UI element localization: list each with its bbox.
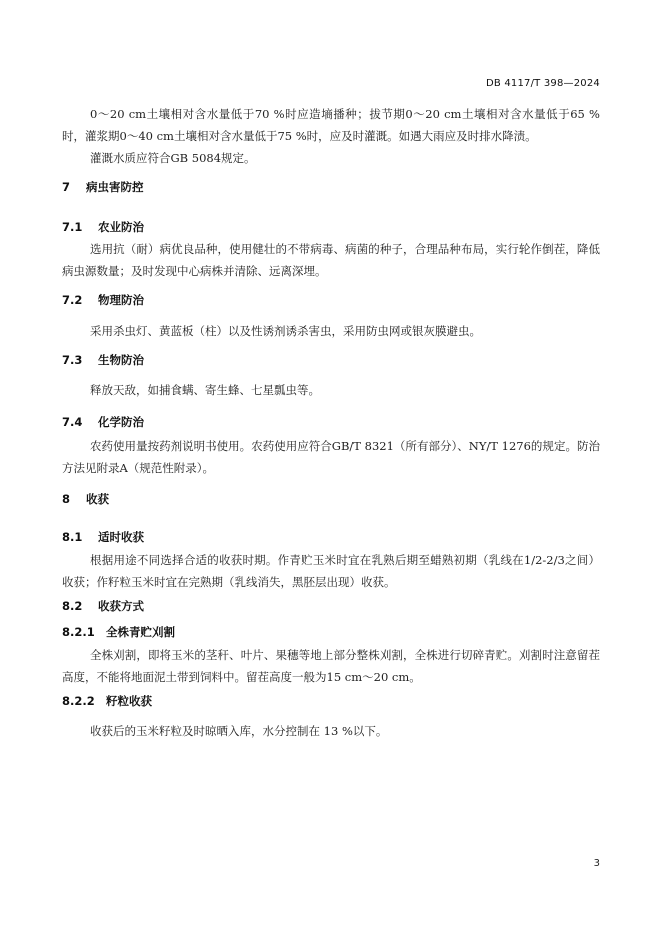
section-7-2	[62, 291, 600, 309]
section-7-3-body	[62, 379, 600, 401]
section-title: 农业防治	[98, 220, 144, 234]
section-number: 7	[62, 180, 71, 194]
section-title: 收获方式	[98, 599, 144, 613]
section-number: 8.2.2	[62, 694, 95, 708]
section-7-2-body	[62, 320, 600, 342]
section-7-4-body	[62, 435, 600, 479]
section-number: 8.2	[62, 599, 83, 613]
section-title: 全株青贮刈割	[106, 625, 175, 639]
section-number: 7.3	[62, 353, 83, 367]
section-number: 8	[62, 492, 71, 506]
section-title: 籽粒收获	[106, 694, 152, 708]
whole-plant-silage-paragraph: 全株刈割，即将玉米的茎秆、叶片、果穗等地上部分整株刈割，全株进行切碎青贮。刈割时注意留茬高度，不能将地面泥土带到饲料中。留茬高度一般为15 cm～20 cm。	[62, 648, 600, 684]
section-8-2-1	[62, 623, 600, 641]
agricultural-control-paragraph: 选用抗（耐）病优良品种，使用健壮的不带病毒、病菌的种子，合理品种布局，实行轮作倒茬，降低病虫源数量；及时发现中心病株并清除、远离深埋。	[62, 242, 600, 278]
section-7-heading	[62, 178, 600, 196]
section-7-1	[62, 218, 600, 236]
section-8-1	[62, 528, 600, 546]
document-code: DB 4117/T 398—2024	[486, 78, 600, 89]
section-title: 适时收获	[98, 530, 144, 544]
section-8-2-2	[62, 692, 600, 710]
section-number: 8.2.1	[62, 625, 95, 639]
section-8-2-2-body	[62, 720, 600, 742]
section-number: 7.2	[62, 293, 83, 307]
section-title: 物理防治	[98, 293, 144, 307]
chemical-control-paragraph: 农药使用量按药剂说明书使用。农药使用应符合GB/T 8321（所有部分）、NY/T 1276的规定。防治方法见附录A（规范性附录）。	[62, 439, 600, 475]
section-8-1-body	[62, 549, 600, 593]
irrigation-paragraph: 0～20 cm土壤相对含水量低于70 %时应造墒播种；拔节期0～20 cm土壤相对含水量低于65 %时，灌浆期0～40 cm土壤相对含水量低于75 %时，应及时灌溉。如遇大雨应及时排水降渍。	[62, 107, 600, 143]
section-8-2	[62, 597, 600, 615]
section-7-1-body	[62, 238, 600, 282]
grain-harvest-paragraph: 收获后的玉米籽粒及时晾晒入库，水分控制在 13 %以下。	[90, 724, 388, 738]
section-number: 7.1	[62, 220, 83, 234]
page-number: 3	[593, 858, 600, 869]
section-title: 化学防治	[98, 415, 144, 429]
water-quality-paragraph: 灌溉水质应符合GB 5084规定。	[90, 151, 256, 165]
section-8-2-1-body	[62, 644, 600, 688]
physical-control-paragraph: 采用杀虫灯、黄蓝板（柱）以及性诱剂诱杀害虫，采用防虫网或银灰膜避虫。	[90, 324, 481, 338]
section-7-4	[62, 413, 600, 431]
timely-harvest-paragraph: 根据用途不同选择合适的收获时期。作青贮玉米时宜在乳熟后期至蜡熟初期（乳线在1/2-2/3之间）收获；作籽粒玉米时宜在完熟期（乳线消失，黑胚层出现）收获。	[62, 553, 600, 589]
section-title: 收获	[86, 492, 109, 506]
section-7-3	[62, 351, 600, 369]
biological-control-paragraph: 释放天敌，如捕食螨、寄生蜂、七星瓢虫等。	[90, 383, 320, 397]
intro-section	[62, 103, 600, 169]
section-8-heading	[62, 490, 600, 508]
section-title: 病虫害防控	[86, 180, 144, 194]
section-number: 8.1	[62, 530, 83, 544]
section-number: 7.4	[62, 415, 83, 429]
section-title: 生物防治	[98, 353, 144, 367]
